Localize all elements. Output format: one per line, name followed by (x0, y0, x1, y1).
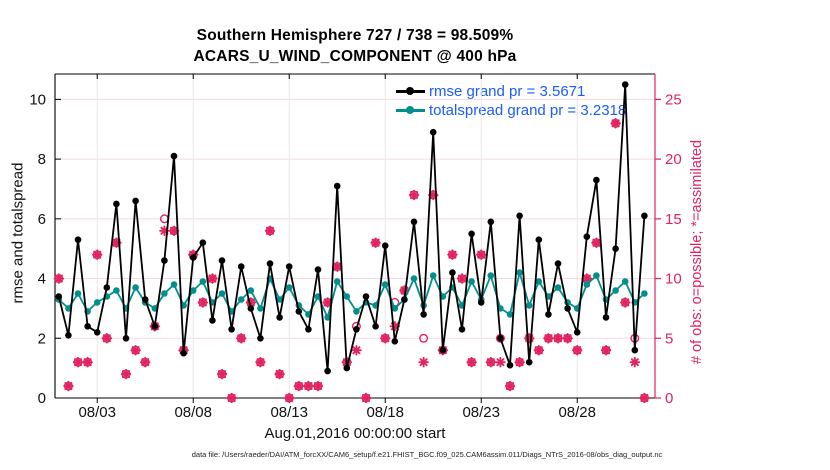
svg-text:10: 10 (29, 91, 46, 109)
svg-text:5: 5 (665, 330, 674, 348)
svg-text:20: 20 (665, 151, 682, 169)
svg-text:25: 25 (665, 91, 682, 109)
svg-text:08/18: 08/18 (366, 404, 405, 421)
svg-text:08/08: 08/08 (174, 404, 213, 421)
svg-text:Aug.01,2016 00:00:00 start: Aug.01,2016 00:00:00 start (264, 425, 446, 442)
legend-label-totalspread: totalspread grand pr = 3.2318 (429, 102, 627, 119)
svg-text:08/28: 08/28 (558, 404, 597, 421)
totalspread-line-marker-icon (396, 109, 425, 111)
rmse-line-marker-icon (396, 90, 425, 92)
chart-subtitle: ACARS_U_WIND_COMPONENT @ 400 hPa (193, 48, 517, 65)
svg-text:15: 15 (665, 210, 682, 228)
svg-text:08/23: 08/23 (462, 404, 501, 421)
legend (396, 82, 626, 120)
legend-entry-rmse (396, 82, 626, 101)
chart-title: Southern Hemisphere 727 / 738 = 98.509% (196, 27, 514, 44)
svg-text:10: 10 (665, 270, 682, 288)
left-axis-label: rmse and totalspread (9, 162, 27, 304)
data-file-caption: data file: /Users/raeder/DAI/ATM_forcXX/CAM6_setup/f.e21.FHIST_BGC.f09_025.CAM6assim.011/Diags_NTrS_2016-08/obs_diag_output.nc (191, 450, 663, 459)
svg-text:8: 8 (37, 151, 46, 169)
legend-label-rmse: rmse grand pr = 3.5671 (429, 83, 586, 100)
svg-text:08/13: 08/13 (270, 404, 309, 421)
svg-text:0: 0 (665, 390, 674, 407)
svg-text:6: 6 (37, 210, 46, 228)
legend-entry-totalspread (396, 101, 626, 120)
right-axis-label: # of obs: o=possible; *=assimilated (689, 139, 705, 365)
svg-text:2: 2 (37, 330, 46, 348)
svg-text:4: 4 (37, 270, 46, 288)
svg-text:08/03: 08/03 (78, 404, 117, 421)
svg-text:0: 0 (37, 390, 46, 407)
